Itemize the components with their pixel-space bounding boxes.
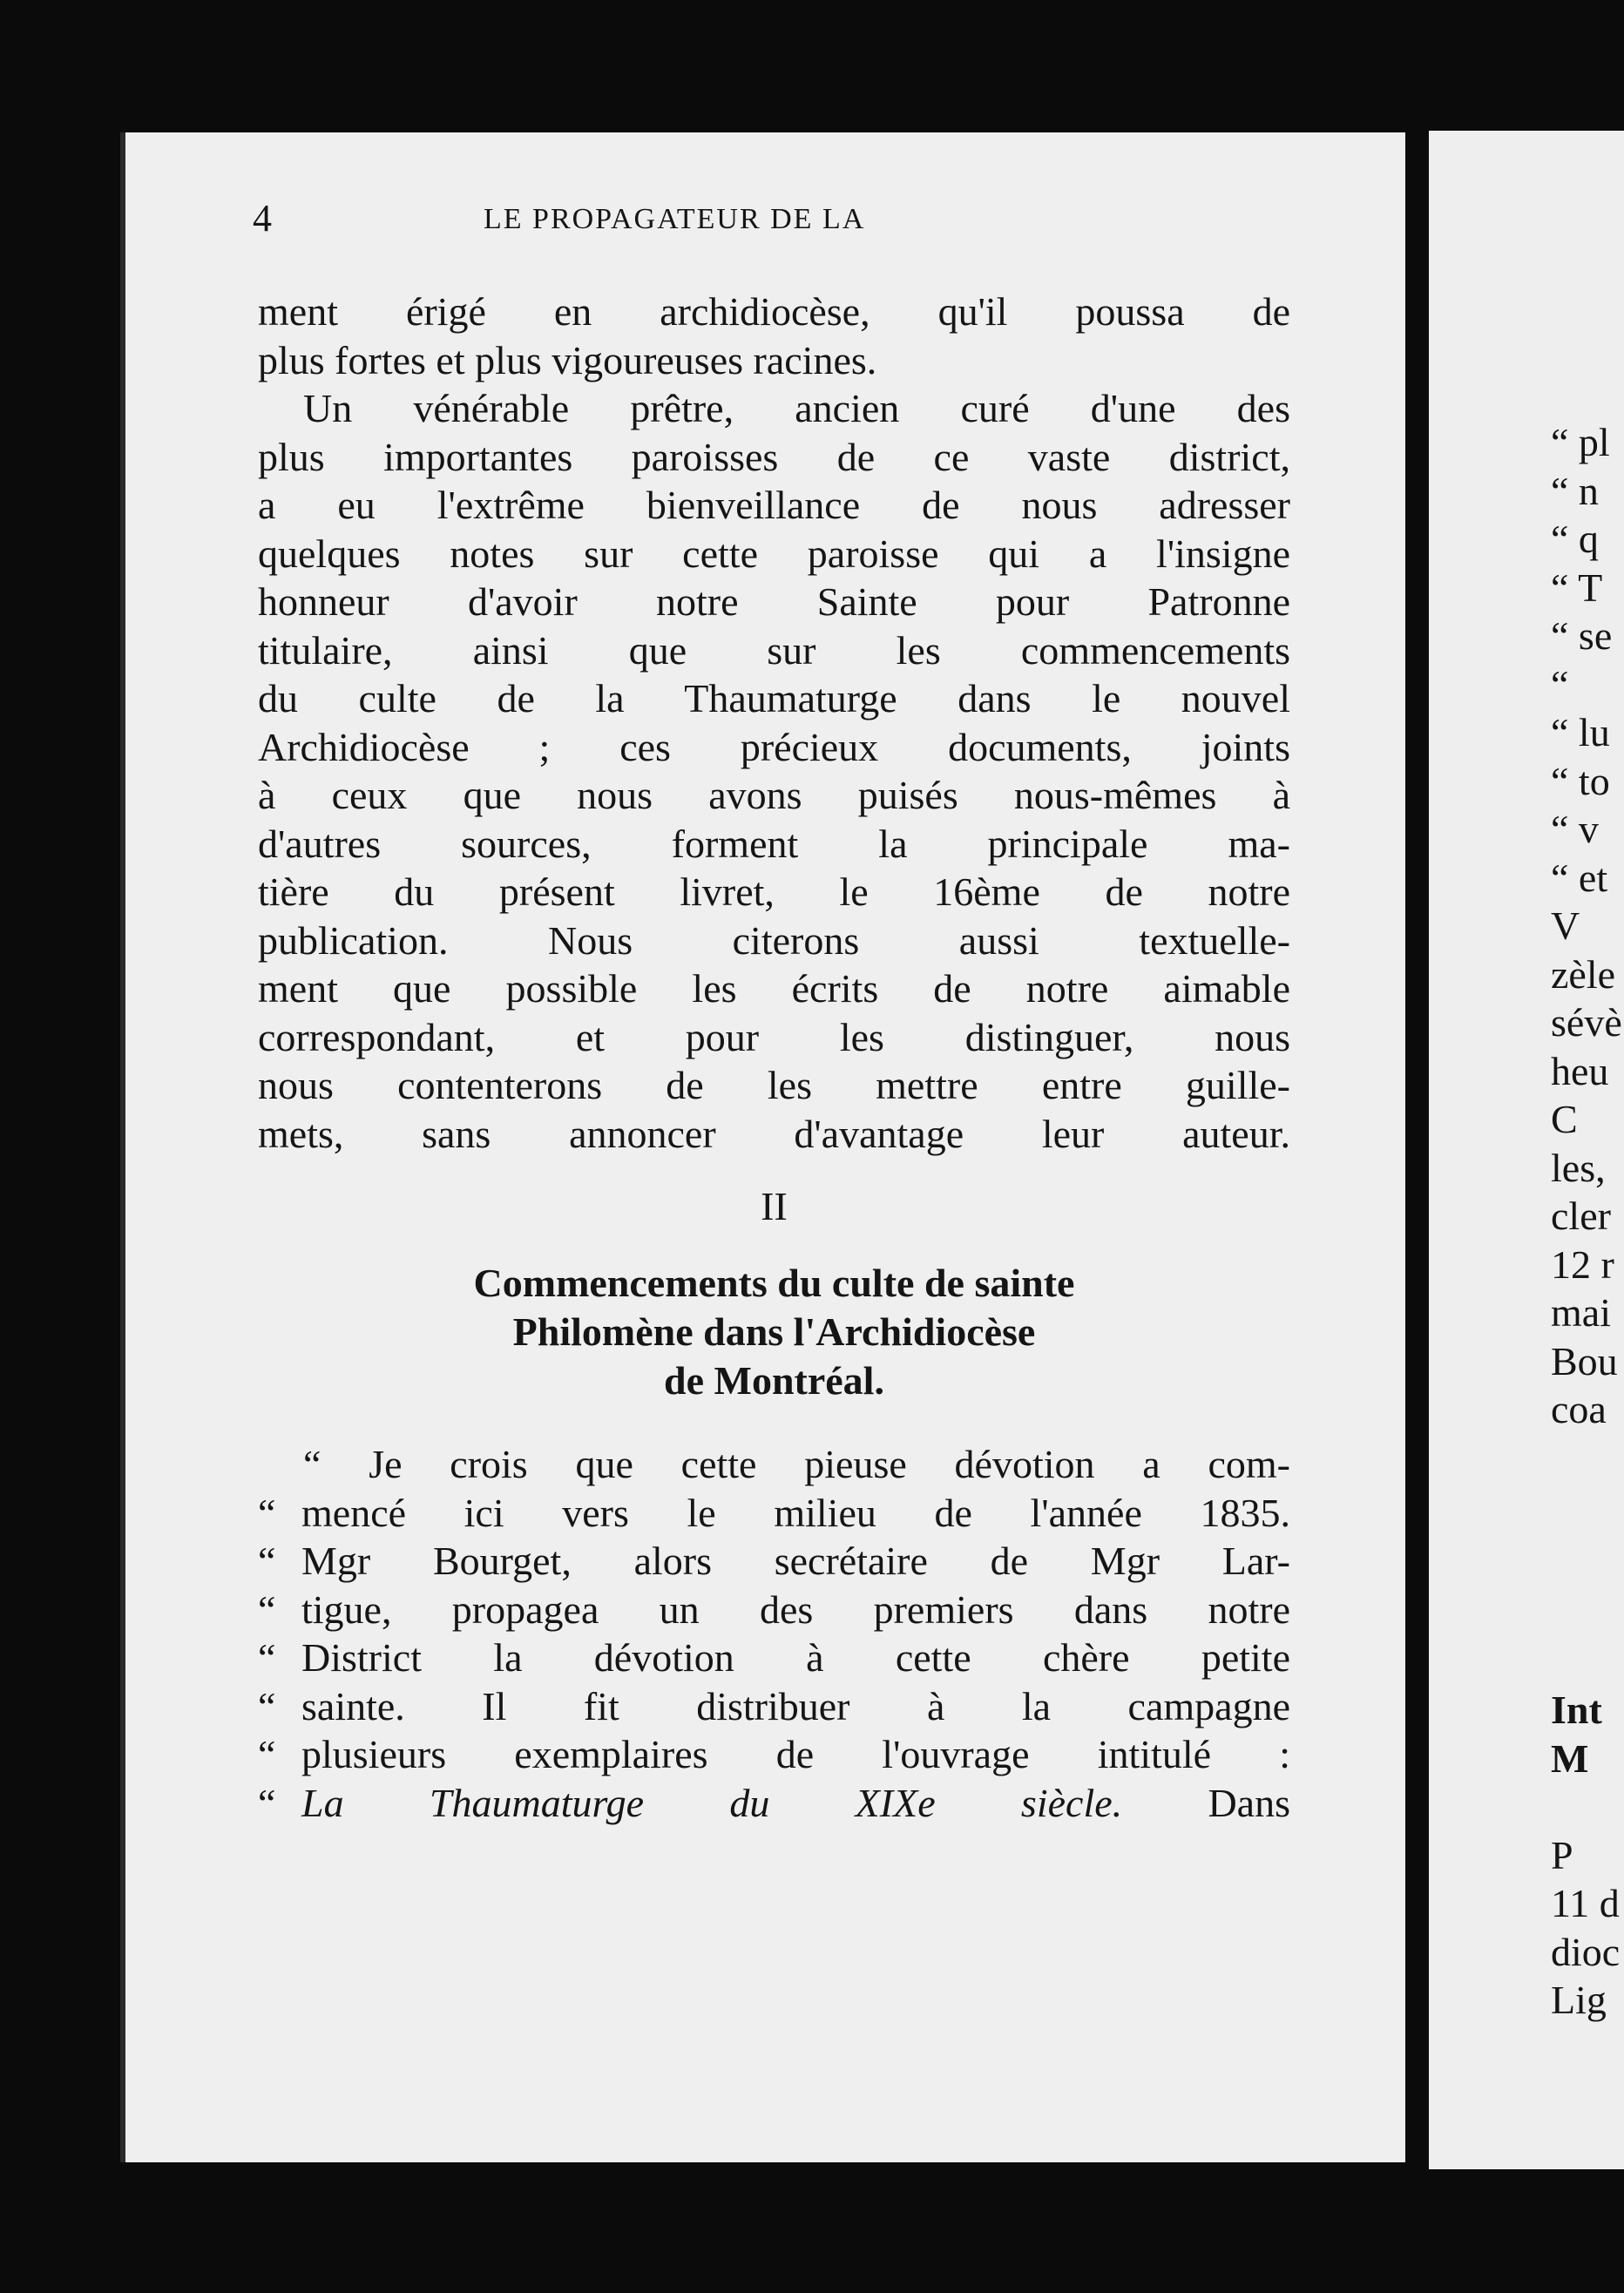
text-line: quelques notes sur cette paroisse qui a l'insigne [258,531,1290,576]
facing-page-line: zèle [1551,951,1616,997]
facing-page-line: Int [1551,1688,1602,1732]
running-title: LE PROPAGATEUR DE LA [484,203,866,235]
facing-page-line: “ [1551,661,1569,707]
heading-line: de Montréal. [664,1358,884,1403]
facing-page-line: cler [1551,1194,1611,1238]
heading-line: Philomène dans l'Archidiocèse [512,1309,1036,1354]
facing-page-line: les, [1551,1145,1606,1190]
quote-text: tigue, propagea un des premiers dans notre [301,1586,1290,1632]
quote-mark: “ [258,1490,276,1535]
facing-page-top-text [1429,418,1622,1434]
text-line: a eu l'extrême bienveillance de nous adresser [258,483,1290,527]
quote-line [258,1586,1290,1634]
text-line: ment que possible les écrits de notre aimable [258,966,1290,1011]
quote-mark: “ [258,1732,276,1776]
paragraph-1 [258,287,1290,384]
quote-text-rest: Dans [1208,1780,1290,1825]
text-line: d'autres sources, forment la principale ma- [258,821,1290,866]
quote-line [258,1489,1290,1538]
book-title: La Thaumaturge du XIXe siècle. [301,1780,1123,1825]
quote-mark: “ [258,1586,276,1632]
facing-page-line: coa [1551,1387,1607,1431]
quote-text: mencé ici vers le milieu de l'année 1835. [301,1490,1290,1535]
facing-page-line: “ to [1551,758,1610,803]
quote-line [258,1730,1290,1779]
facing-page-line: C [1551,1097,1578,1141]
facing-page-line: Bou [1551,1338,1618,1383]
facing-page-line: heu [1551,1048,1609,1093]
facing-page-line: dioc [1551,1929,1621,1974]
facing-page-line: “ T [1551,565,1603,610]
quote-block [258,1440,1290,1827]
text-line: mets, sans annoncer d'avantage leur auteur. [258,1111,1290,1156]
facing-page-line: “ n [1551,468,1599,513]
quote-mark: “ [258,1683,276,1728]
quote-text: plusieurs exemplaires de l'ouvrage intitulé : [301,1732,1290,1776]
text-line: correspondant, et pour les distinguer, nous [258,1014,1290,1059]
text-line: nous contenterons de les mettre entre guille- [258,1063,1290,1107]
text-line: plus importantes paroisses de ce vaste district, [258,434,1290,479]
facing-page-line: M [1551,1735,1589,1781]
quote-text: “ Je crois que cette pieuse dévotion a com- [303,1442,1290,1486]
text-line: honneur d'avoir notre Sainte pour Patronne [258,579,1290,624]
section-number: II [761,1184,788,1228]
quote-text [301,1779,1290,1828]
quote-line [258,1537,1290,1586]
text-line: à ceux que nous avons puisés nous-mêmes à [258,773,1290,817]
text-line: plus fortes et plus vigoureuses racines. [258,337,877,382]
text-line: du culte de la Thaumaturge dans le nouvel [258,676,1290,720]
text-line: titulaire, ainsi que sur les commencements [258,627,1290,673]
facing-page-line: “ se [1551,613,1613,658]
facing-page-line: mai [1551,1290,1611,1335]
page-body [258,287,1290,1827]
heading-line: Commencements du culte de sainte [473,1261,1075,1305]
facing-page-line: “ q [1551,517,1599,561]
facing-page-line [1429,1782,1620,1831]
quote-text: sainte. Il fit distribuer à la campagne [301,1683,1290,1728]
quote-mark: “ [258,1635,276,1680]
quote-mark: “ [258,1780,276,1825]
quote-text: District la dévotion à cette chère petite [301,1635,1290,1680]
quote-line [258,1634,1290,1682]
facing-page-line: “ v [1551,807,1599,851]
facing-page-line: 12 r [1551,1241,1614,1287]
paragraph-2 [258,384,1290,1158]
quote-line [258,1682,1290,1731]
quote-mark: “ [258,1539,276,1583]
facing-page-line: P [1551,1832,1573,1877]
section-heading [258,1259,1290,1405]
facing-page-line: “ lu [1551,710,1610,754]
facing-page [1429,131,1624,2169]
text-line: Archidiocèse ; ces précieux documents, joints [258,724,1290,769]
facing-page-line: sévè [1551,1000,1622,1045]
page-number: 4 [253,197,274,240]
text-line: publication. Nous citerons aussi textuelle- [258,917,1290,963]
text-line: tière du présent livret, le 16ème de notre [258,869,1290,914]
facing-page-bottom-text [1429,1686,1620,2025]
text-line: ment érigé en archidiocèse, qu'il poussa de [258,289,1290,334]
facing-page-line: “ pl [1551,420,1610,464]
quote-line [258,1440,1290,1489]
facing-page-line: Lig [1551,1978,1607,2022]
quote-text: Mgr Bourget, alors secrétaire de Mgr Lar- [301,1539,1290,1583]
text-line: Un vénérable prêtre, ancien curé d'une des [303,386,1290,430]
page-header [253,196,1298,248]
quote-line [258,1779,1290,1828]
facing-page-line: V [1551,903,1580,948]
facing-page-line: “ et [1551,855,1608,900]
facing-page-line: 11 d [1551,1881,1620,1925]
